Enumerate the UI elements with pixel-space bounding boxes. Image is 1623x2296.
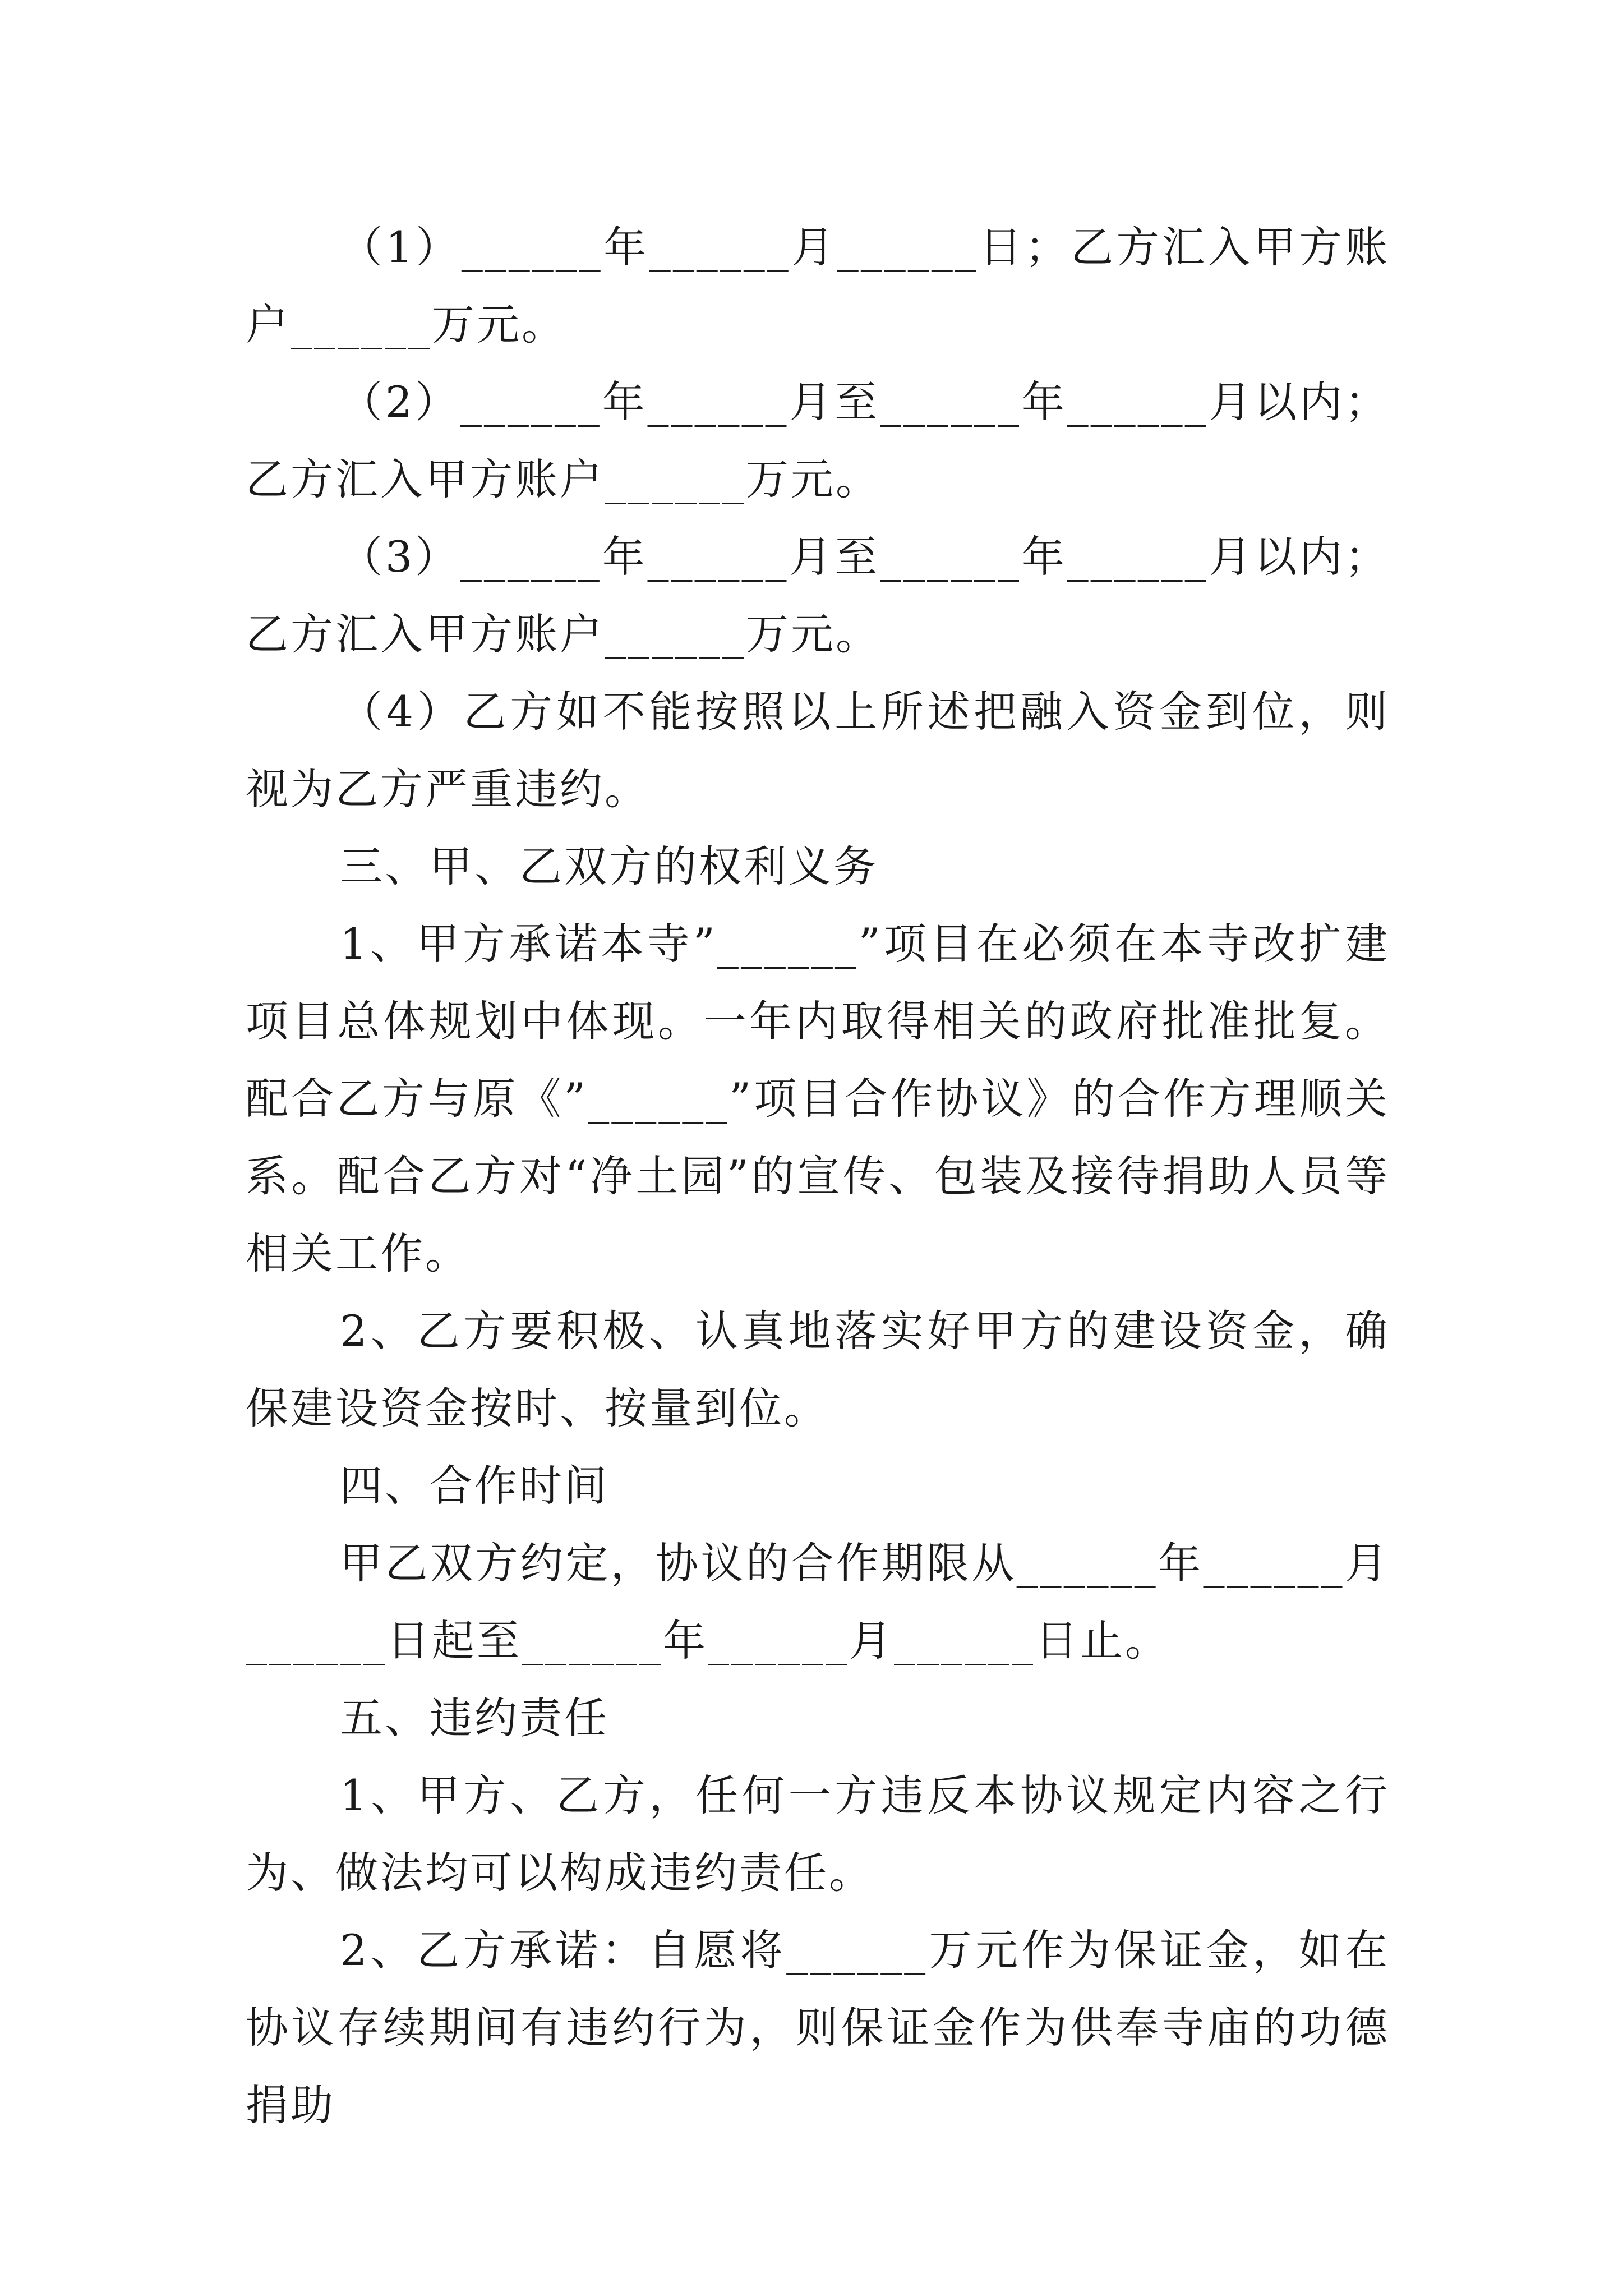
rights-clause-2: 2、乙方要积极、认真地落实好甲方的建设资金，确保建设资金按时、按量到位。 <box>246 1306 1390 1433</box>
payment-item-2: （2）______年______月至______年______月以内；乙方汇入甲方账户______万元。 <box>246 377 1390 504</box>
term-clause: 甲乙双方约定，协议的合作期限从______年______月______日起至______年______月______日止。 <box>246 1538 1390 1665</box>
payment-item-1: （1）______年______月______日；乙方汇入甲方账户______万元。 <box>246 222 1390 349</box>
section-heading-rights: 三、甲、乙双方的权利义务 <box>340 841 878 891</box>
liability-clause-2: 2、乙方承诺：自愿将______万元作为保证金，如在协议存续期间有违约行为，则保证金作为供奉寺庙的功德捐助 <box>246 1925 1390 2130</box>
payment-item-3: （3）______年______月至______年______月以内；乙方汇入甲方账户______万元。 <box>246 532 1390 659</box>
section-heading-term: 四、合作时间 <box>340 1461 609 1511</box>
document-body <box>246 209 1390 2144</box>
payment-item-4: （4）乙方如不能按照以上所述把融入资金到位，则视为乙方严重违约。 <box>246 687 1390 814</box>
liability-clause-1: 1、甲方、乙方，任何一方违反本协议规定内容之行为、做法均可以构成违约责任。 <box>246 1770 1390 1898</box>
section-heading-liability: 五、违约责任 <box>340 1693 609 1743</box>
rights-clause-1: 1、甲方承诺本寺”______”项目在必须在本寺改扩建项目总体规划中体现。一年内取得相关的政府批准批复。配合乙方与原《”______”项目合作协议》的合作方理顺关系。配合乙方对“净土园”的宣传、包装及接待捐助人员等相关工作。 <box>246 919 1390 1278</box>
